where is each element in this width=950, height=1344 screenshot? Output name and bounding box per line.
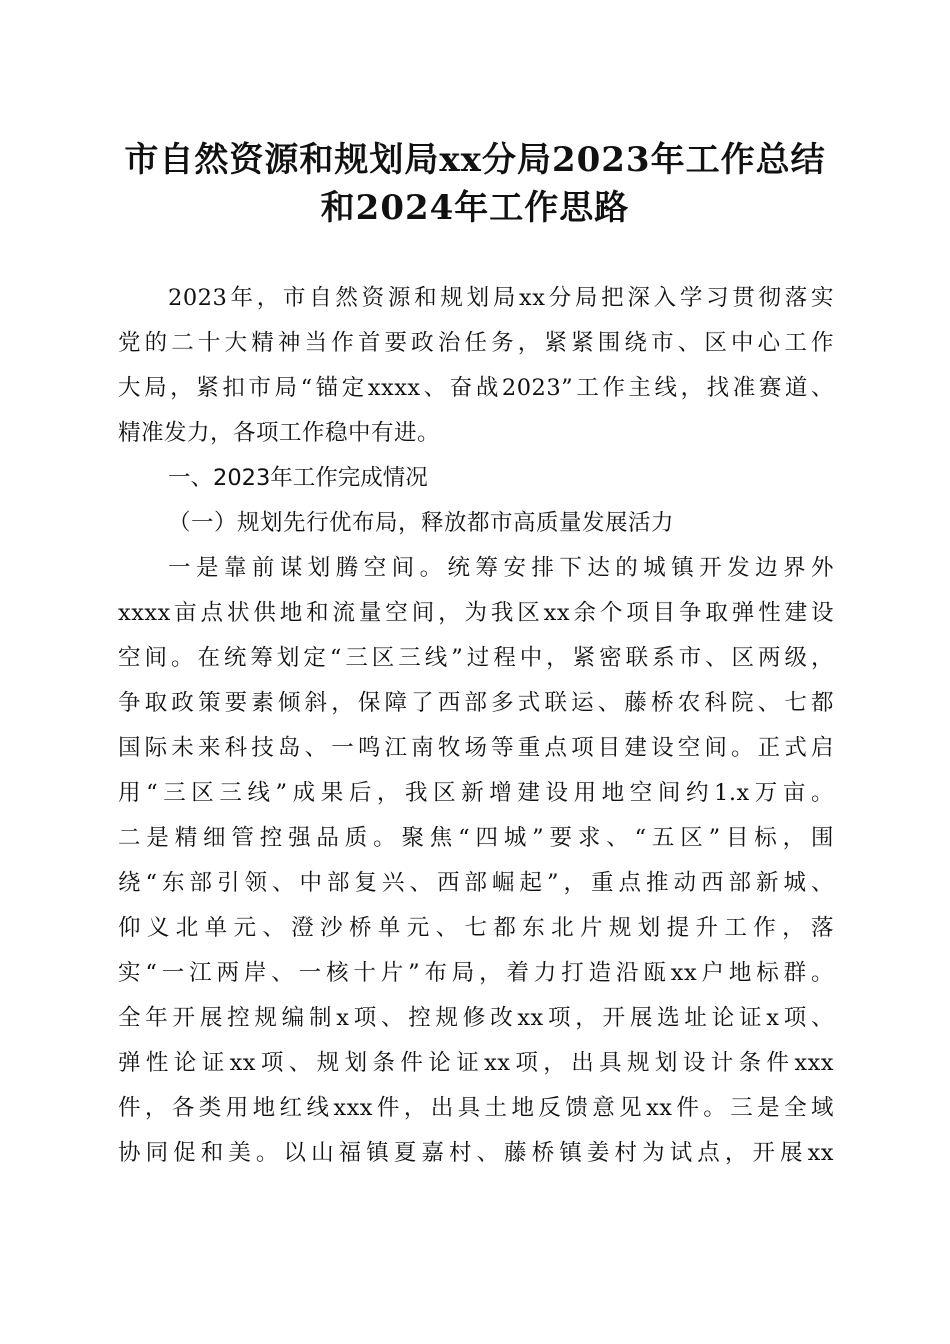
body-paragraph-line: 二是精细管控强品质。聚焦“四城”要求、“五区”目标，围 (118, 825, 834, 851)
body-paragraph-line: 用“三区三线”成果后，我区新增建设用地空间约1.x万亩。 (118, 780, 834, 806)
body-paragraph-line: 仰义北单元、澄沙桥单元、七都东北片规划提升工作，落 (118, 915, 834, 941)
document-title-line2: 和2024年工作思路 (320, 188, 630, 228)
body-paragraph-line: xxxx亩点状供地和流量空间，为我区xx余个项目争取弹性建设 (118, 600, 834, 626)
intro-paragraph-line: 精准发力，各项工作稳中有进。 (118, 420, 441, 446)
body-paragraph-line: 国际未来科技岛、一鸣江南牧场等重点项目建设空间。正式启 (118, 735, 834, 761)
document-title-line1: 市自然资源和规划局xx分局2023年工作总结 (124, 140, 826, 180)
intro-paragraph-line: 党的二十大精神当作首要政治任务，紧紧围绕市、区中心工作 (118, 330, 834, 356)
body-paragraph-line: 全年开展控规编制x项、控规修改xx项，开展选址论证x项、 (118, 1005, 834, 1031)
body-paragraph-line: 争取政策要素倾斜，保障了西部多式联运、藤桥农科院、七都 (118, 690, 834, 716)
intro-paragraph-line: 大局，紧扣市局“锚定xxxx、奋战2023”工作主线，找准赛道、 (118, 375, 834, 401)
body-paragraph-line: 弹性论证xx项、规划条件论证xx项，出具规划设计条件xxx (118, 1050, 834, 1076)
body-paragraph-line: 件，各类用地红线xxx件，出具土地反馈意见xx件。三是全域 (118, 1095, 834, 1121)
body-paragraph-line: 一是靠前谋划腾空间。统筹安排下达的城镇开发边界外 (168, 555, 834, 581)
body-paragraph-line: 空间。在统筹划定“三区三线”过程中，紧密联系市、区两级， (118, 645, 834, 671)
section-heading: 一、2023年工作完成情况 (168, 465, 428, 491)
intro-paragraph-line: 2023年，市自然资源和规划局xx分局把深入学习贯彻落实 (168, 285, 834, 311)
body-paragraph-line: 协同促和美。以山福镇夏嘉村、藤桥镇姜村为试点，开展xx (118, 1140, 834, 1166)
body-paragraph-line: 实“一江两岸、一核十片”布局，着力打造沿瓯xx户地标群。 (118, 960, 834, 986)
subsection-heading: （一）规划先行优布局，释放都市高质量发展活力 (168, 510, 675, 536)
body-paragraph-line: 绕“东部引领、中部复兴、西部崛起”，重点推动西部新城、 (118, 870, 834, 896)
